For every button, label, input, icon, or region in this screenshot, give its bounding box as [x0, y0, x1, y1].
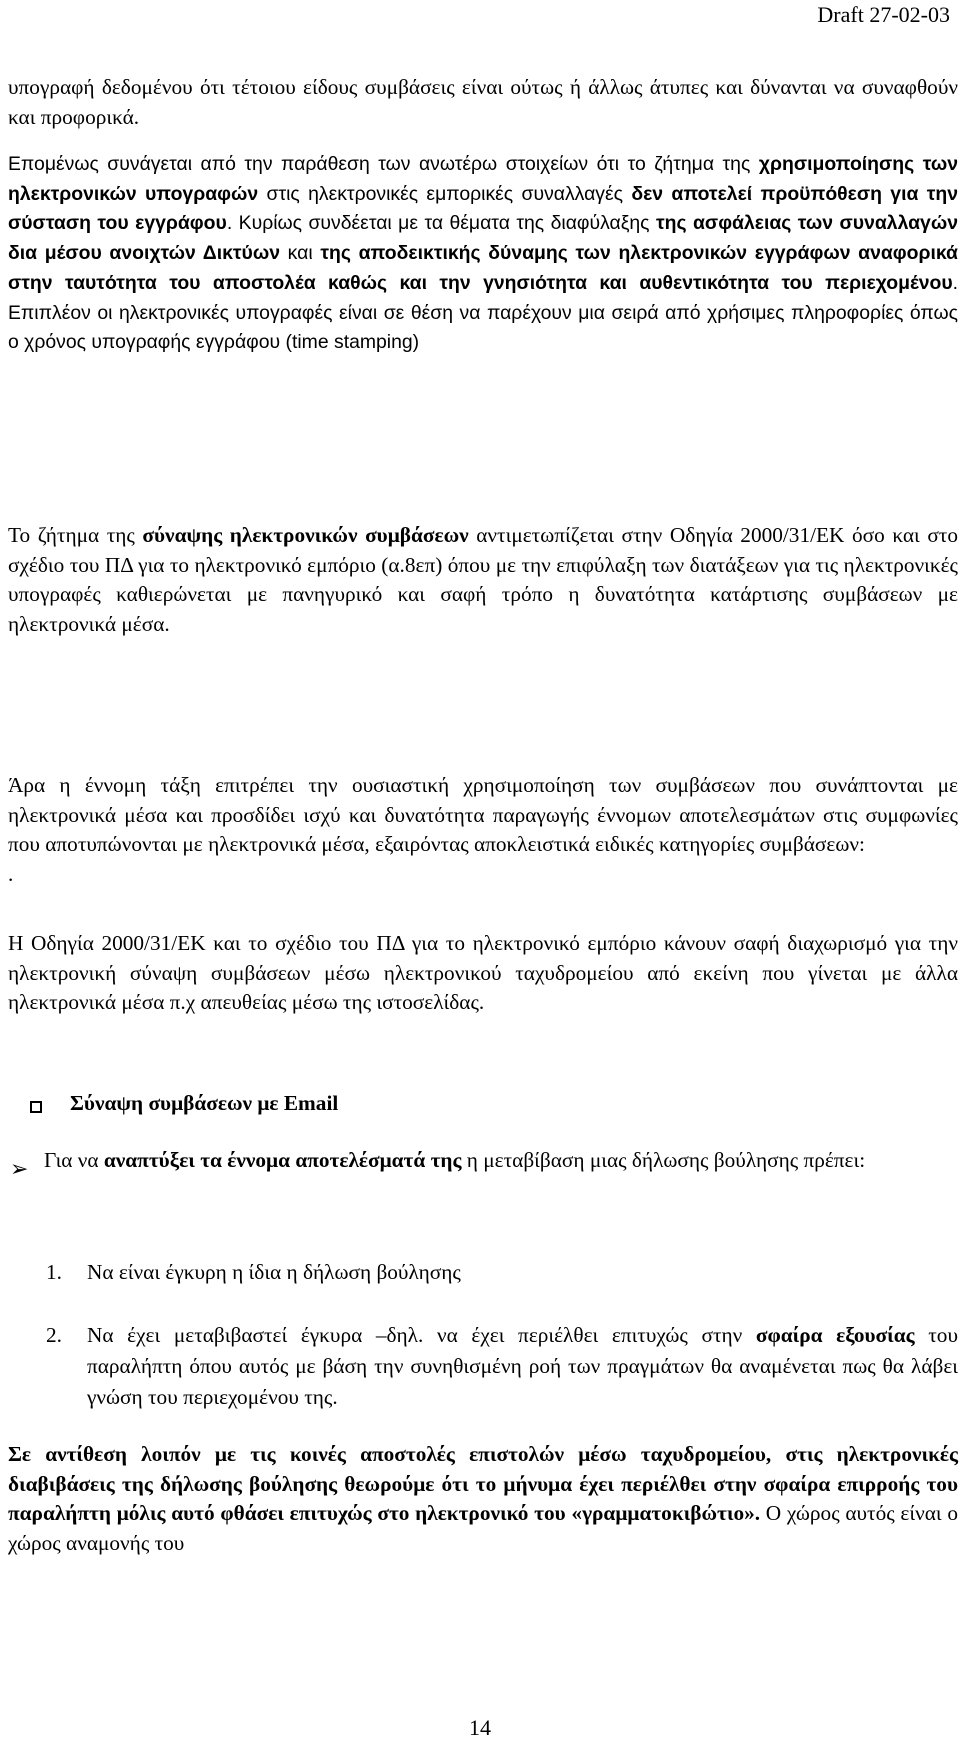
- paragraph-electronic-signatures: Επομένως συνάγεται από την παράθεση των ανωτέρω στοιχείων ότι το ζήτημα της χρησιμοποίησης των ηλεκτρονικών υπογραφών στις ηλεκτρονικές εμπορικές συναλλαγές δεν αποτελεί προϋπόθεση για την σύσταση του εγγράφου. Κυρίως συνδέεται με τα θέματα της διαφύλαξης της ασφάλειας των συναλλαγών δια μέσου ανοιχτών Δικτύων και της αποδεικτικής δύναμης των ηλεκτρονικών εγγράφων αναφορικά στην ταυτότητα του αποστολέα καθώς και την γνησιότητα και αυθεντικότητα του περιεχομένου. Επιπλέον οι ηλεκτρονικές υπογραφές είναι σε θέση να παρέχουν μια σειρά από χρήσιμες πληροφορίες όπως ο χρόνος υπογραφής εγγράφου (time stamping): [8, 153, 959, 354]
- list-text: Να έχει μεταβιβαστεί έγκυρα –δηλ. να έχει περιέλθει επιτυχώς στην σφαίρα εξουσίας του παραλήπτη όπου αυτός με βάση την συνηθισμένη ροή των πραγμάτων θα αναμένεται πως θα λάβει γνώση του περιεχομένου της.: [87, 1323, 958, 1409]
- checkbox-bullet-icon: [30, 1101, 42, 1113]
- paragraph-signature-note: υπογραφή δεδομένου ότι τέτοιου είδους συμβάσεις είναι ούτως ή άλλως άτυπες και δύνανται να συναφθούν και προφορικά.: [8, 75, 958, 129]
- paragraph-contract-conclusion: Το ζήτημα της σύναψης ηλεκτρονικών συμβάσεων αντιμετωπίζεται στην Οδηγία 2000/31/ΕΚ όσο και στο σχέδιο του ΠΔ για το ηλεκτρονικό εμπόριο (α.8επ) όπου με την επιφύλαξη των διατάξεων για τις ηλεκτρονικές υπογραφές καθιερώνεται με πανηγυρικό και σαφή τρόπο η δυνατότητα κατάρτισης συμβάσεων με ηλεκτρονικά μέσα.: [8, 523, 959, 636]
- list-item: [46, 1257, 958, 1289]
- list-text: Να είναι έγκυρη η ίδια η δήλωση βούλησης: [87, 1260, 461, 1284]
- page-number: 14: [469, 1715, 491, 1740]
- list-number: 2.: [46, 1323, 62, 1347]
- paragraph-requirements: Για να αναπτύξει τα έννομα αποτελέσματά της η μεταβίβαση μιας δήλωσης βούλησης πρέπει:: [44, 1148, 866, 1172]
- draft-date: Draft 27-02-03: [817, 2, 950, 27]
- paragraph-email-delivery: Σε αντίθεση λοιπόν με τις κοινές αποστολές επιστολών μέσω ταχυδρομείου, στις ηλεκτρονικές διαβιβάσεις της δήλωσης βούλησης θεωρούμε ότι το μήνυμα έχει περιέλθει στην σφαίρα επιρροής του παραλήπτη μόλις αυτό φθάσει επιτυχώς στο ηλεκτρονικό του «γραμματοκιβώτιο». Ο χώρος αυτός είναι ο χώρος αναμονής του: [8, 1442, 958, 1555]
- paragraph-legal-order: Άρα η έννομη τάξη επιτρέπει την ουσιαστική χρησιμοποίηση των συμβάσεων που συνάπτονται με ηλεκτρονικά μέσα και προσδίδει ισχύ και δυνατότητα παραγωγής έννομων αποτελεσμάτων στις συμφωνίες που αποτυπώνονται με ηλεκτρονικά μέσα, εξαιρόντας αποκλειστικά ειδικές κατηγορίες συμβάσεων: .: [8, 773, 958, 886]
- arrow-bullet-icon: ➢: [10, 1156, 29, 1181]
- list-item: [46, 1320, 958, 1416]
- section-heading: Σύναψη συμβάσεων με Email: [70, 1091, 339, 1115]
- paragraph-directive: Η Οδηγία 2000/31/ΕΚ και το σχέδιο του ΠΔ για το ηλεκτρονικό εμπόριο κάνουν σαφή διαχωρισμό για την ηλεκτρονική σύναψη συμβάσεων μέσω ηλεκτρονικού ταχυδρομείου από εκείνη που γίνεται με άλλα ηλεκτρονικά μέσα π.χ απευθείας μέσω της ιστοσελίδας.: [8, 931, 958, 1015]
- list-number: 1.: [46, 1260, 62, 1284]
